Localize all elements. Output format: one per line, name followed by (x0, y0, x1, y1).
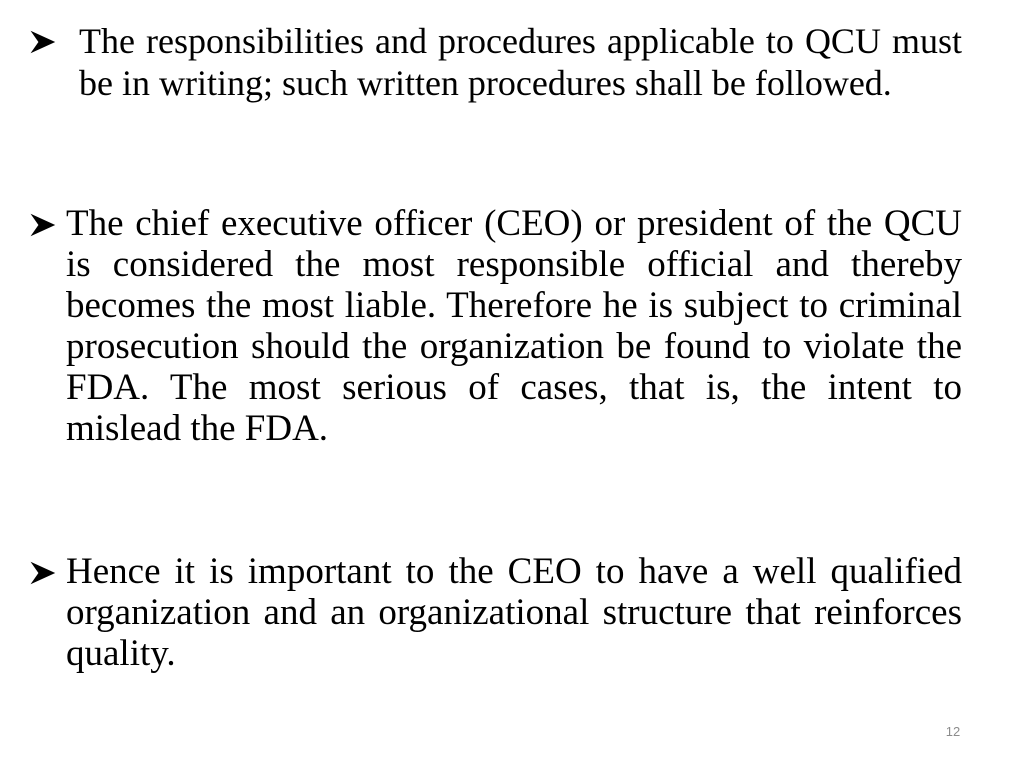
bullet-text-1: The responsibilities and procedures applicable to QCU must be in writing; such written procedures shall be followed. (79, 21, 962, 103)
bullet-item-3 (30, 551, 962, 674)
arrow-bullet-icon (30, 20, 79, 62)
bullet-text-3: Hence it is important to the CEO to have a well qualified organization and an organizational structure that reinforces quality. (66, 551, 962, 674)
page-number: 12 (945, 724, 961, 739)
arrow-bullet-icon (30, 551, 66, 593)
bullet-item-2 (30, 203, 962, 449)
bullet-text-2: The chief executive officer (CEO) or president of the QCU is considered the most responsible official and thereby becomes the most liable. Therefore he is subject to criminal prosecution should the organization be found to violate the FDA. The most serious of cases, that is, the intent to mislead the FDA. (66, 203, 962, 449)
arrow-bullet-icon (30, 203, 66, 245)
bullet-item-1 (30, 20, 962, 104)
